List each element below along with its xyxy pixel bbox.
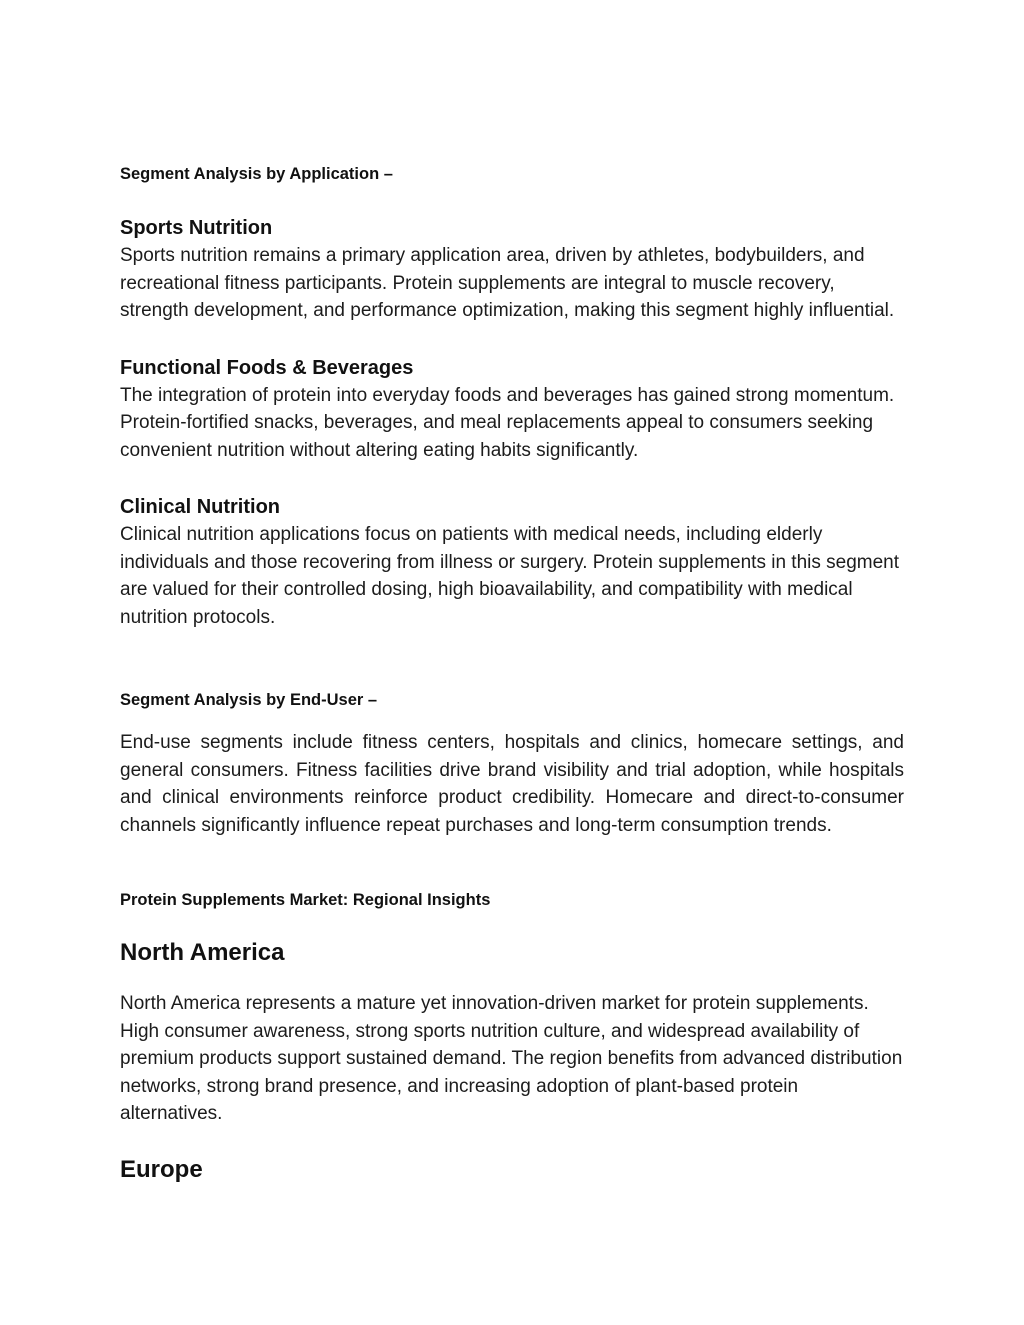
region-title-europe: Europe [120,1155,203,1183]
subsection-functional-foods [120,354,904,465]
clinical-nutrition-title: Clinical Nutrition [120,496,280,518]
section-regional-insights [120,889,904,1186]
sports-nutrition-title: Sports Nutrition [120,217,273,239]
regional-insights-heading: Protein Supplements Market: Regional Insights [120,891,491,909]
functional-foods-title: Functional Foods & Beverages [120,356,414,379]
functional-foods-paragraph: The integration of protein into everyday foods and beverages has gained strong momentum. Protein-fortified snacks, beverages, and meal replacements appeal to consumers seeking convenient nutrition without altering eating habits significantly. [120,384,895,461]
end-user-paragraph: End-use segments include fitness centers, hospitals and clinics, homecare settings, and general consumers. Fitness facilities drive brand visibility and trial adoption, while hospitals and clinical environments reinforce product credibility. Homecare and direct-to-consumer channels significantly influence repeat purchases and long-term consumption trends. [120,732,904,836]
section-application [120,163,904,631]
subsection-sports-nutrition [120,214,904,325]
sports-nutrition-paragraph: Sports nutrition remains a primary application area, driven by athletes, bodybuilders, and recreational fitness participants. Protein supplements are integral to muscle recovery, strength development, and performance optimization, making this segment highly influential. [120,245,895,321]
end-user-section-heading: Segment Analysis by End-User – [120,691,378,709]
section-end-user [120,689,904,839]
north-america-paragraph: North America represents a mature yet innovation-driven market for protein supplements. High consumer awareness, strong sports nutrition culture, and widespread availability of premium products support sustained demand. The region benefits from advanced distribution networks, strong brand presence, and increasing adoption of plant-based protein alternatives. [120,993,903,1124]
region-title-north-america: North America [120,939,285,966]
subsection-clinical-nutrition [120,493,904,631]
application-section-heading: Segment Analysis by Application – [120,165,393,183]
clinical-nutrition-paragraph: Clinical nutrition applications focus on patients with medical needs, including elderly individuals and those recovering from illness or surgery. Protein supplements in this segment are valued for their controlled dosing, high bioavailability, and compatibility with medical nutrition protocols. [120,524,900,628]
